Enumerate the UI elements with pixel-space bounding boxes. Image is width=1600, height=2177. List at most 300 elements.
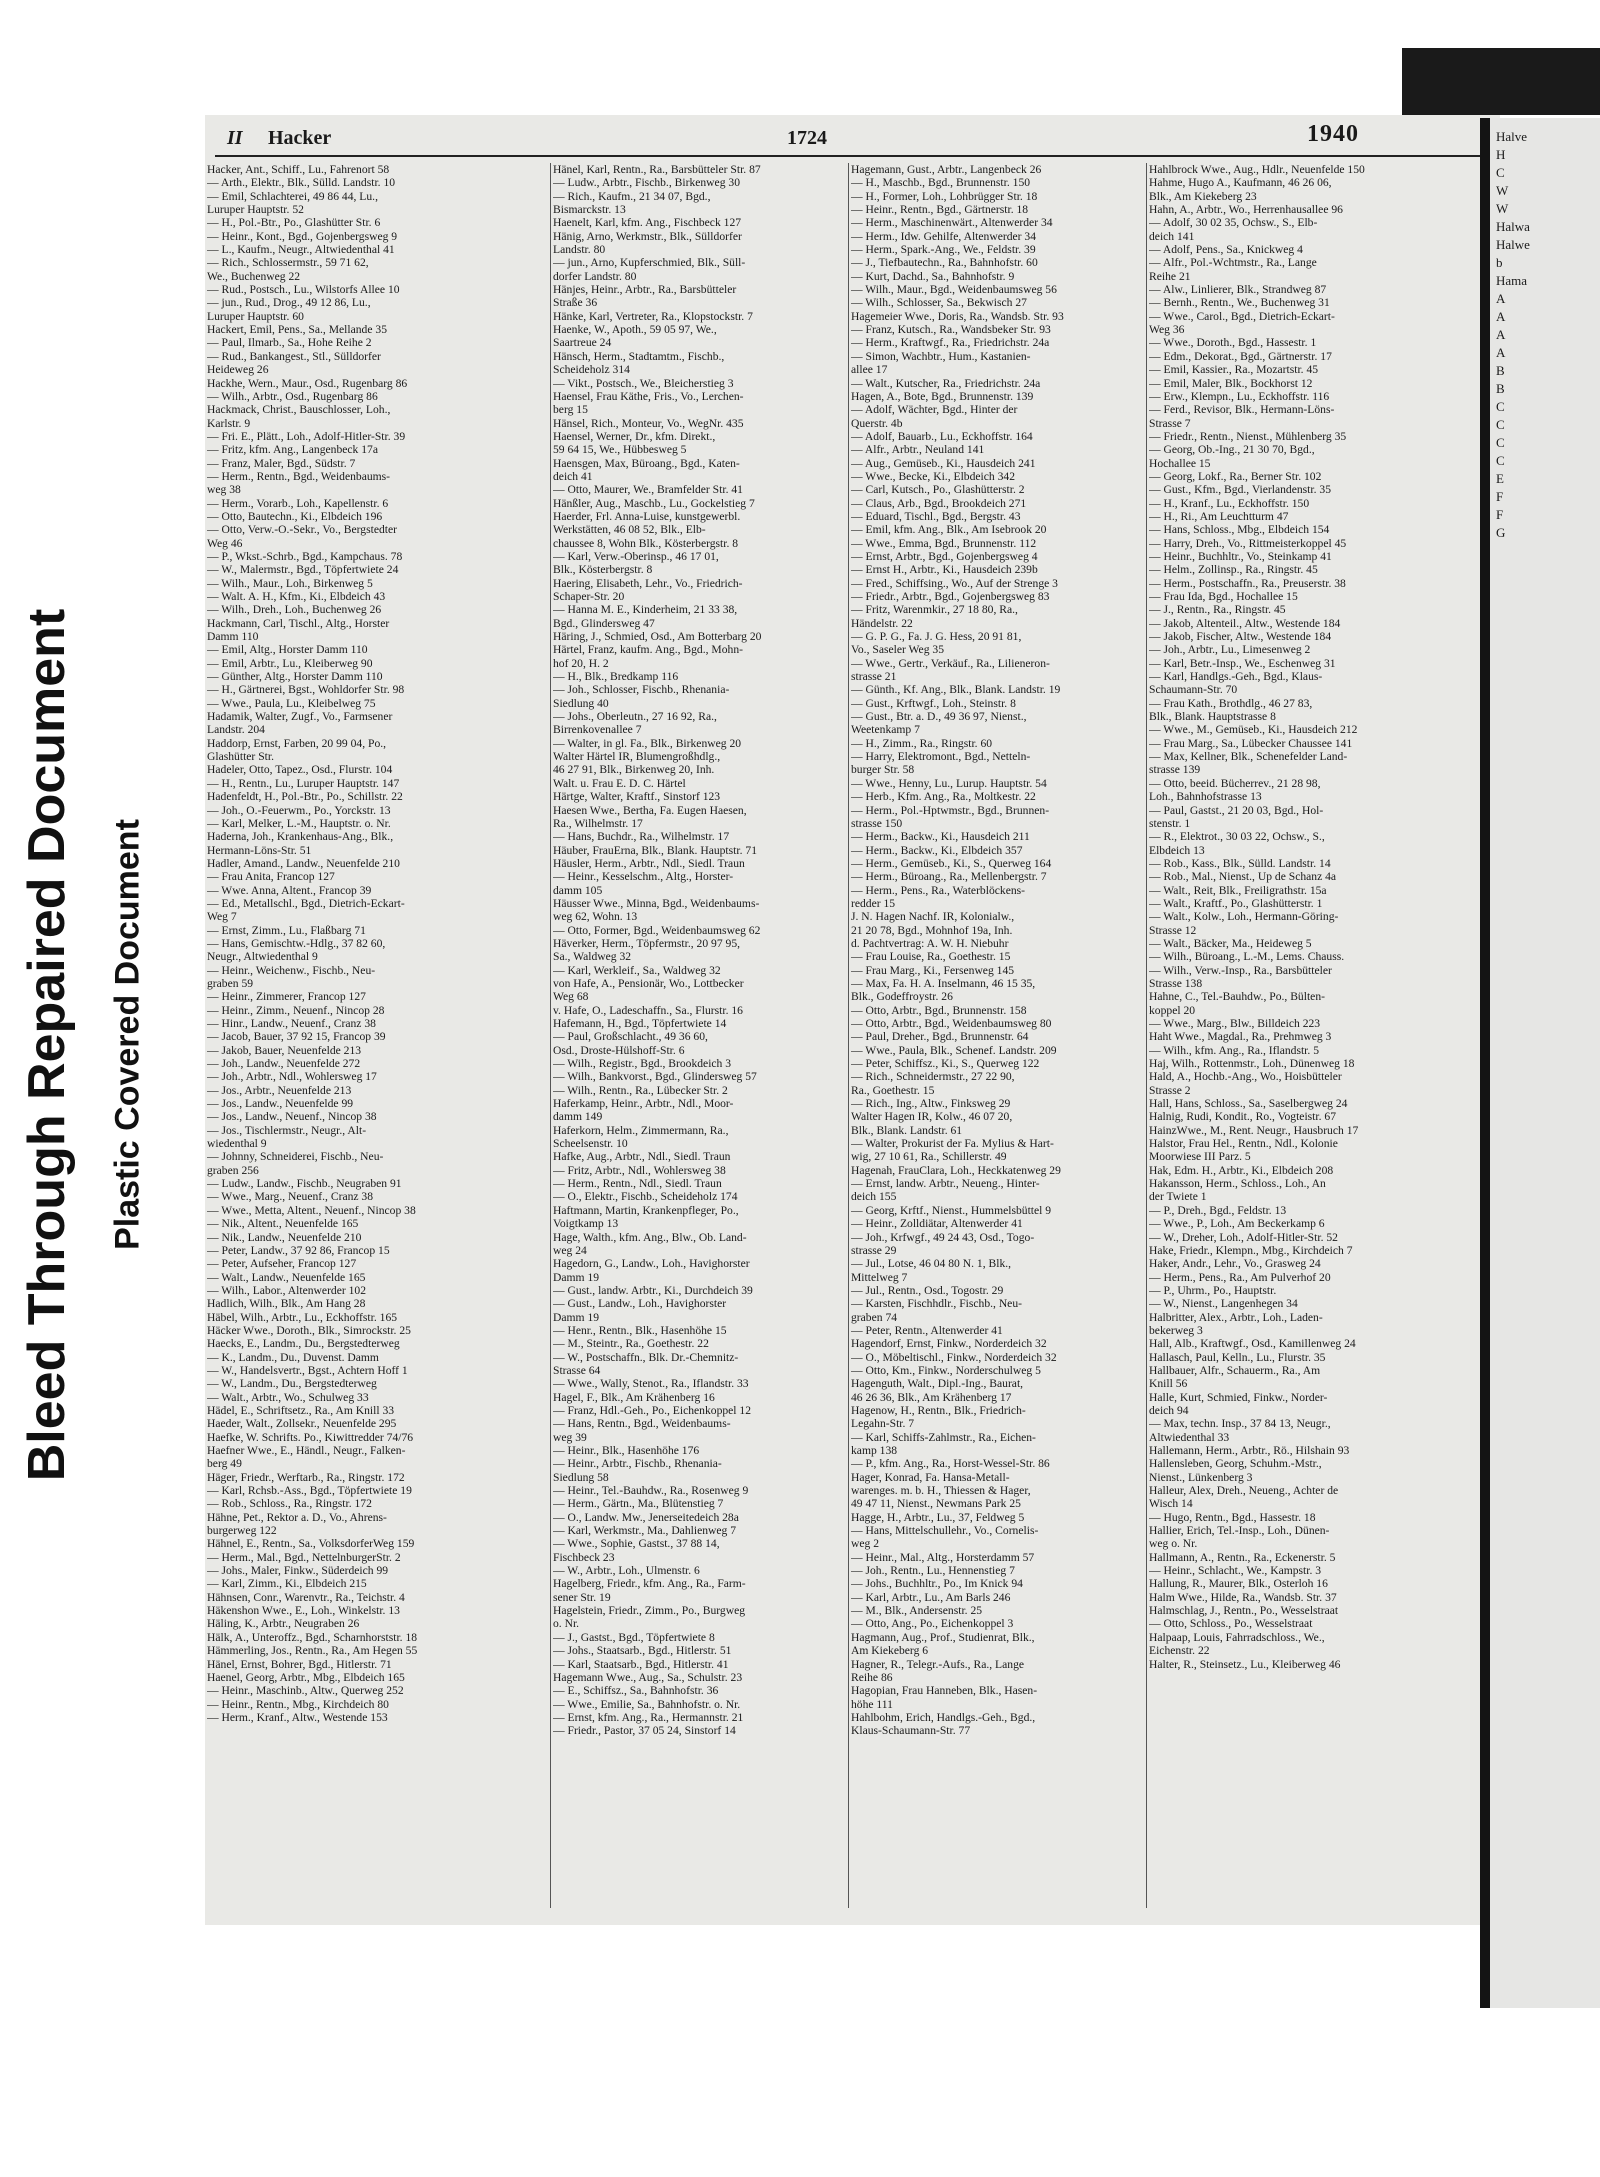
directory-entry-line: Hagendorf, Ernst, Finkw., Norderdeich 32 <box>851 1337 1047 1351</box>
directory-entry-line: Fischbeck 23 <box>553 1550 615 1564</box>
directory-entry-line: — Heinr., Zimm., Neuenf., Nincop 28 <box>207 1003 385 1017</box>
directory-entry-line: Blk., Am Kiekeberg 23 <box>1149 189 1257 203</box>
directory-entry-line: — H., Maschb., Bgd., Brunnenstr. 150 <box>851 176 1031 190</box>
directory-entry-line: — Rich., Kaufm., 21 34 07, Bgd., <box>553 189 711 203</box>
directory-entry-line: burger Str. 58 <box>851 763 915 777</box>
directory-entry-line: — Karl, Melker, L.-M., Hauptstr. o. Nr. <box>207 816 391 830</box>
directory-entry-line: — Herm., Kranf., Altw., Westende 153 <box>207 1710 388 1724</box>
directory-entry-line: Reihe 86 <box>851 1670 893 1684</box>
directory-entry-line: Häusser Wwe., Minna, Bgd., Weidenbaums- <box>553 896 760 910</box>
directory-entry-line: d. Pachtvertrag: A. W. H. Niebuhr <box>851 936 1009 950</box>
directory-entry-line: Elbdeich 13 <box>1149 843 1205 857</box>
column-divider <box>550 163 551 1908</box>
directory-page <box>205 115 1500 1925</box>
directory-entry-line: — Franz, Kutsch., Ra., Wandsbeker Str. 93 <box>851 323 1051 337</box>
directory-entry-line: — Günther, Altg., Horster Damm 110 <box>207 670 383 684</box>
directory-entry-line: — Herm., Backw., Ki., Elbdeich 357 <box>851 843 1023 857</box>
directory-entry-line: — Aug., Gemüseb., Ki., Hausdeich 241 <box>851 456 1036 470</box>
directory-entry-line: — Ludw., Arbtr., Fischb., Birkenweg 30 <box>553 176 740 190</box>
directory-entry-line: Haker, Andr., Lehr., Vo., Grasweg 24 <box>1149 1257 1321 1271</box>
directory-entry-line: deich 94 <box>1149 1403 1189 1417</box>
directory-entry-line: — Otto, Arbtr., Bgd., Brunnenstr. 158 <box>851 1003 1027 1017</box>
directory-entry-line: — Wwe., Marg., Neuenf., Cranz 38 <box>207 1190 374 1204</box>
directory-entry-line: Hallensleben, Georg, Schuhm.-Mstr., <box>1149 1457 1322 1471</box>
directory-entry-line: Haftmann, Martin, Krankenpfleger, Po., <box>553 1203 739 1217</box>
next-page-fragment: C <box>1496 453 1505 468</box>
directory-entry-line: — Karl, Staatsarb., Bgd., Hitlerstr. 41 <box>553 1657 729 1671</box>
directory-entry-line: — E., Schiffsz., Sa., Bahnhofstr. 36 <box>553 1684 719 1698</box>
directory-entry-line: Hadlich, Wilh., Blk., Am Hang 28 <box>207 1297 366 1311</box>
directory-entry-line: weg 39 <box>553 1430 587 1444</box>
next-page-fragment: E <box>1496 471 1504 486</box>
directory-entry-line: — jun., Arno, Kupferschmied, Blk., Süll- <box>553 256 746 270</box>
directory-entry-line: Hänel, Karl, Rentn., Ra., Barsbütteler Str. 87 <box>553 163 761 176</box>
directory-entry-line: — Herm., Maschinenwärt., Altenwerder 34 <box>851 216 1053 230</box>
directory-entry-line: — Alfr., Arbtr., Neuland 141 <box>851 443 985 457</box>
directory-entry-line: — Emil, Kassier., Ra., Mozartstr. 45 <box>1149 363 1319 377</box>
directory-entry-line: Loh., Bahnhofstrasse 13 <box>1149 790 1262 804</box>
directory-entry-line: Halpaap, Louis, Fahrradschloss., We., <box>1149 1630 1325 1644</box>
directory-entry-line: Hall, Hans, Schloss., Sa., Saselbergweg 24 <box>1149 1097 1348 1111</box>
directory-entry-line: — Wwe., Emilie, Sa., Bahnhofstr. o. Nr. <box>553 1697 741 1711</box>
directory-entry-line: hof 20, H. 2 <box>553 656 609 670</box>
directory-entry-line: Hagemann, Gust., Arbtr., Langenbeck 26 <box>851 163 1042 176</box>
directory-entry-line: — Otto, Ang., Po., Eichenkoppel 3 <box>851 1617 1014 1631</box>
directory-entry-line: — Herm., Spark.-Ang., We., Feldstr. 39 <box>851 243 1036 257</box>
column-4 <box>1149 163 1491 1908</box>
directory-entry-line: — K., Landm., Du., Duvenst. Damm <box>207 1350 379 1364</box>
directory-entry-line: Moorwiese III Parz. 5 <box>1149 1150 1251 1164</box>
next-page-fragment: H <box>1496 147 1506 162</box>
directory-entry-line: — Wwe., P., Loh., Am Beckerkamp 6 <box>1149 1217 1325 1231</box>
directory-entry-line: o. Nr. <box>553 1617 580 1631</box>
directory-entry-line: Luruper Hauptstr. 60 <box>207 309 304 323</box>
directory-entry-line: Hacker, Ant., Schiff., Lu., Fahrenort 58 <box>207 163 390 176</box>
directory-entry-line: Hackmann, Carl, Tischl., Altg., Horster <box>207 616 390 630</box>
top-black-tab <box>1402 48 1600 118</box>
directory-entry-line: — O., Möbeltischl., Finkw., Norderdeich 32 <box>851 1350 1057 1364</box>
directory-entry-line: Blk., Kösterbergstr. 8 <box>553 563 653 577</box>
directory-entry-line: Halmschlag, J., Rentn., Po., Wesselstraat <box>1149 1604 1339 1618</box>
directory-entry-line: — Hans, Mittelschullehr., Vo., Cornelis- <box>851 1524 1039 1538</box>
directory-entry-line: Hahne, C., Tel.-Bauhdw., Po., Bülten- <box>1149 990 1325 1004</box>
directory-entry-line: Hälk, A., Unteroffz., Bgd., Scharnhorststr. 18 <box>207 1630 418 1644</box>
directory-entry-line: — Hugo, Rentn., Bgd., Hassestr. 18 <box>1149 1510 1316 1524</box>
directory-entry-line: — Peter, Landw., 37 92 86, Francop 15 <box>207 1243 390 1257</box>
directory-entry-line: — Fritz, kfm. Ang., Langenbeck 17a <box>207 443 378 457</box>
directory-entry-line: Strasse 12 <box>1149 923 1197 937</box>
directory-entry-line: — H., Pol.-Btr., Po., Glashütter Str. 6 <box>207 216 381 230</box>
directory-entry-line: Hagopian, Frau Hanneben, Blk., Hasen- <box>851 1684 1038 1698</box>
directory-entry-line: — Herm., Kraftwgf., Ra., Friedrichstr. 24a <box>851 336 1050 350</box>
directory-entry-line: — Hans, Gemischtw.-Hdlg., 37 82 60, <box>207 936 386 950</box>
directory-entry-line: Hallbauer, Alfr., Schauerm., Ra., Am <box>1149 1363 1321 1377</box>
directory-entry-line: — Adolf, Pens., Sa., Knickweg 4 <box>1149 243 1303 257</box>
directory-entry-line: strasse 21 <box>851 670 897 684</box>
directory-entry-line: höhe 111 <box>851 1697 893 1711</box>
directory-entry-line: 59 64 15, We., Hübbesweg 5 <box>553 443 687 457</box>
directory-entry-line: — Peter, Schiffsz., Ki., S., Querweg 122 <box>851 1057 1040 1071</box>
directory-entry-line: — Karl, Werkleif., Sa., Waldweg 32 <box>553 963 721 977</box>
directory-entry-line: — Rud., Bankangest., Stl., Sülldorfer <box>207 349 381 363</box>
directory-entry-line: Hagenguth, Walt., Dipl.-Ing., Baurat, <box>851 1377 1024 1391</box>
directory-entry-line: — Otto, Former, Bgd., Weidenbaumsweg 62 <box>553 923 761 937</box>
directory-entry-line: Nienst., Lünkenberg 3 <box>1149 1470 1253 1484</box>
directory-entry-line: graben 256 <box>207 1163 259 1177</box>
directory-entry-line: — Jakob, Bauer, Neuenfelde 213 <box>207 1043 362 1057</box>
directory-entry-line: Eichenstr. 22 <box>1149 1644 1210 1658</box>
column-divider <box>848 163 849 1908</box>
directory-entry-line: — Paul, Dreher., Bgd., Brunnenstr. 64 <box>851 1030 1029 1044</box>
directory-entry-line: Hagelstein, Friedr., Zimm., Po., Burgweg <box>553 1604 746 1618</box>
directory-entry-line: Hochallee 15 <box>1149 456 1211 470</box>
directory-entry-line: Hahn, A., Arbtr., Wo., Herrenhausallee 96 <box>1149 203 1343 217</box>
directory-entry-line: deich 41 <box>553 469 593 483</box>
directory-entry-line: — W., Postschaffn., Blk. Dr.-Chemnitz- <box>553 1350 739 1364</box>
directory-entry-line: Weetenkamp 7 <box>851 723 920 737</box>
directory-entry-line: Hackmack, Christ., Bauschlosser, Loh., <box>207 403 391 417</box>
directory-entry-line: — Jos., Arbtr., Neuenfelde 213 <box>207 1083 352 1097</box>
column-2 <box>553 163 845 1908</box>
directory-entry-line: — Wilh., Rentn., Ra., Lübecker Str. 2 <box>553 1083 728 1097</box>
directory-entry-line: stenstr. 1 <box>1149 816 1191 830</box>
directory-entry-line: — Henr., Rentn., Blk., Hasenhöhe 15 <box>553 1323 727 1337</box>
directory-entry-line: Straße 36 <box>553 296 598 310</box>
directory-entry-line: Hafke, Aug., Arbtr., Ndl., Siedl. Traun <box>553 1150 731 1164</box>
directory-entry-line: — Jos., Landw., Neuenf., Nincop 38 <box>207 1110 377 1124</box>
directory-entry-line: — Friedr., Arbtr., Bgd., Gojenbergsweg 83 <box>851 590 1050 603</box>
directory-entry-line: — Gust., Btr. a. D., 49 36 97, Nienst., <box>851 710 1027 724</box>
directory-entry-line: Hallier, Erich, Tel.-Insp., Loh., Dünen- <box>1149 1524 1330 1538</box>
directory-entry-line: — Wwe., Emma, Bgd., Brunnenstr. 112 <box>851 536 1037 550</box>
directory-entry-line: Hagemann Wwe., Aug., Sa., Schulstr. 23 <box>553 1670 743 1684</box>
directory-entry-line: — Adolf, Wächter, Bgd., Hinter der <box>851 403 1018 417</box>
directory-entry-line: — Friedr., Pastor, 37 05 24, Sinstorf 14 <box>553 1724 736 1738</box>
directory-entry-line: Haenel, Georg, Arbtr., Mbg., Elbdeich 165 <box>207 1670 405 1684</box>
directory-entry-line: Häger, Friedr., Werftarb., Ra., Ringstr. 172 <box>207 1470 405 1484</box>
column-divider <box>1146 163 1147 1908</box>
directory-entry-line: Häring, J., Schmied, Osd., Am Botterbarg 20 <box>553 630 762 644</box>
directory-entry-line: — Edm., Dekorat., Bgd., Gärtnerstr. 17 <box>1149 349 1332 363</box>
directory-entry-line: — Max, techn. Insp., 37 84 13, Neugr., <box>1149 1417 1331 1431</box>
directory-entry-line: — Joh., Landw., Neuenfelde 272 <box>207 1057 361 1071</box>
directory-entry-line: Damm 110 <box>207 630 259 644</box>
directory-entry-line: — Wwe., Carol., Bgd., Dietrich-Eckart- <box>1149 309 1335 323</box>
directory-entry-line: — Franz, Hdl.-Geh., Po., Eichenkoppel 12 <box>553 1403 752 1417</box>
directory-entry-line: Ra., Wilhelmstr. 17 <box>553 816 643 830</box>
directory-entry-line: 21 20 78, Bgd., Mohnhof 19a, Inh. <box>851 923 1013 937</box>
directory-entry-line: — Wwe., Doroth., Bgd., Hassestr. 1 <box>1149 336 1317 350</box>
directory-entry-line: Häverker, Herm., Töpfermstr., 20 97 95, <box>553 936 741 950</box>
directory-entry-line: — Adolf, 30 02 35, Ochsw., S., Elb- <box>1149 216 1318 230</box>
directory-entry-line: — Wilh., Registr., Bgd., Brookdeich 3 <box>553 1057 732 1071</box>
directory-entry-line: — jun., Rud., Drog., 49 12 86, Lu., <box>207 296 371 310</box>
directory-entry-line: — Arth., Elektr., Blk., Sülld. Landstr. 10 <box>207 176 396 190</box>
directory-entry-line: Halm Wwe., Hilde, Ra., Wandsb. Str. 37 <box>1149 1590 1337 1604</box>
directory-entry-line: Bgd., Glindersweg 47 <box>553 616 655 630</box>
directory-entry-line: Walter Hagen IR, Kolw., 46 07 20, <box>851 1110 1013 1124</box>
directory-entry-line: — Wwe., Metta, Altent., Neuenf., Nincop 38 <box>207 1203 416 1217</box>
directory-entry-line: — G. P. G., Fa. J. G. Hess, 20 91 81, <box>851 630 1022 644</box>
directory-entry-line: — Hanna M. E., Kinderheim, 21 33 38, <box>553 603 738 617</box>
directory-entry-line: — H., Former, Loh., Lohbrügger Str. 18 <box>851 189 1038 203</box>
directory-entry-line: Damm 19 <box>553 1310 600 1324</box>
directory-entry-line: — Ed., Metallschl., Bgd., Dietrich-Eckart- <box>207 896 405 910</box>
directory-entry-line: Hagemeier Wwe., Doris, Ra., Wandsb. Str. 93 <box>851 309 1064 323</box>
side-label-plastic: Plastic Covered Document <box>108 819 147 1250</box>
directory-entry-line: berg 49 <box>207 1457 242 1471</box>
directory-entry-line: Häbel, Wilh., Arbtr., Lu., Eckhoffstr. 165 <box>207 1310 398 1324</box>
next-page-fragment: B <box>1496 381 1505 396</box>
directory-entry-line: — Heinr., Kesselschm., Altg., Horster- <box>553 870 734 884</box>
directory-entry-line: Scheelsenstr. 10 <box>553 1137 628 1151</box>
directory-entry-line: — Fred., Schiffsing., Wo., Auf der Strenge 3 <box>851 576 1058 590</box>
directory-entry-line: — Joh., Arbtr., Lu., Limesenweg 2 <box>1149 643 1311 657</box>
directory-entry-line: — Herm., Pens., Ra., Waterblöckens- <box>851 883 1026 897</box>
directory-entry-line: Birrenkovenallee 7 <box>553 723 642 737</box>
directory-entry-line: — Eduard, Tischl., Bgd., Bergstr. 43 <box>851 509 1021 523</box>
next-page-fragment: Halwe <box>1496 237 1530 252</box>
directory-entry-line: Am Kiekeberg 6 <box>851 1644 929 1658</box>
directory-entry-line: der Twiete 1 <box>1149 1190 1207 1204</box>
directory-entry-line: Bismarckstr. 13 <box>553 203 626 217</box>
directory-entry-line: — Emil, kfm. Ang., Blk., Am Isebrook 20 <box>851 523 1047 537</box>
next-page-fragment: F <box>1496 489 1504 504</box>
directory-entry-line: Hämmerling, Jos., Rentn., Ra., Am Hegen 55 <box>207 1644 418 1658</box>
directory-entry-line: — Fritz, Arbtr., Ndl., Wohlersweg 38 <box>553 1163 726 1177</box>
directory-entry-line: Siedlung 40 <box>553 696 609 710</box>
directory-entry-line: Hald, A., Hochb.-Ang., Wo., Hoisbütteler <box>1149 1070 1342 1084</box>
directory-entry-line: — O., Landw. Mw., Jenerseitedeich 28a <box>553 1510 739 1524</box>
directory-entry-line: burgerweg 122 <box>207 1524 277 1538</box>
next-page-fragment: C <box>1496 165 1505 180</box>
directory-entry-line: Hänjes, Heinr., Arbtr., Ra., Barsbütteler <box>553 283 737 297</box>
directory-entry-line: Hänke, Karl, Vertreter, Ra., Klopstockstr. 7 <box>553 309 753 323</box>
directory-entry-line: Hall, Alb., Kraftwgf., Osd., Kamillenweg 24 <box>1149 1337 1356 1351</box>
directory-entry-line: — Heinr., Zimmerer, Francop 127 <box>207 990 366 1004</box>
directory-entry-line: — Wwe., Henny, Lu., Lurup. Hauptstr. 54 <box>851 776 1047 790</box>
directory-entry-line: — Günth., Kf. Ang., Blk., Blank. Landstr. 19 <box>851 683 1061 697</box>
directory-entry-line: Haecks, E., Landm., Du., Bergstedterweg <box>207 1337 400 1351</box>
directory-entry-line: Häling, K., Arbtr., Neugraben 26 <box>207 1617 360 1631</box>
directory-entry-line: Hähnsen, Conr., Warenvtr., Ra., Teichstr. 4 <box>207 1590 405 1604</box>
directory-entry-line: — Ernst, kfm. Ang., Ra., Hermannstr. 21 <box>553 1710 744 1724</box>
directory-entry-line: Häcker Wwe., Doroth., Blk., Simrockstr. 25 <box>207 1323 411 1337</box>
directory-entry-line: — Wwe., Wally, Stenot., Ra., Iflandstr. 33 <box>553 1377 749 1391</box>
directory-entry-line: — Wwe., Gertr., Verkäuf., Ra., Lilieneron- <box>851 656 1050 670</box>
directory-entry-line: Haferkorn, Helm., Zimmermann, Ra., <box>553 1123 729 1137</box>
directory-entry-line: Walter Härtel IR, Blumengroßhdlg., <box>553 750 721 764</box>
next-page-fragment: b <box>1496 255 1503 270</box>
directory-entry-line: — Herm., Büroang., Ra., Mellenbergstr. 7 <box>851 870 1047 884</box>
directory-entry-line: Hagedorn, G., Landw., Loh., Havighorster <box>553 1257 750 1271</box>
directory-entry-line: — Nik., Altent., Neuenfelde 165 <box>207 1217 359 1231</box>
directory-entry-line: Wisch 14 <box>1149 1497 1193 1511</box>
directory-entry-line: — Paul, Gastst., 21 20 03, Bgd., Hol- <box>1149 803 1324 817</box>
directory-entry-line: — Hinr., Landw., Neuenf., Cranz 38 <box>207 1017 376 1030</box>
directory-entry-line: — Heinr., Rentn., Mbg., Kirchdeich 80 <box>207 1697 389 1711</box>
directory-entry-line: — Ernst, Arbtr., Bgd., Gojenbergsweg 4 <box>851 549 1038 563</box>
directory-entry-line: — Ludw., Landw., Fischb., Neugraben 91 <box>207 1177 402 1191</box>
directory-entry-line: Hadenfeldt, H., Pol.-Btr., Po., Schillstr. 22 <box>207 790 403 804</box>
directory-entry-line: weg 38 <box>207 483 241 497</box>
directory-entry-line: — Joh., Arbtr., Ndl., Wohlersweg 17 <box>207 1070 377 1084</box>
directory-entry-line: — Adolf, Bauarb., Lu., Eckhoffstr. 164 <box>851 429 1033 443</box>
directory-entry-line: — Rob., Mal., Nienst., Up de Schanz 4a <box>1149 870 1337 884</box>
next-page-fragment: A <box>1496 345 1506 360</box>
directory-entry-line: — W., Dreher, Loh., Adolf-Hitler-Str. 52 <box>1149 1230 1338 1244</box>
directory-entry-line: Hänig, Arno, Werkmstr., Blk., Sülldorfer <box>553 229 742 243</box>
directory-entry-line: Damm 19 <box>553 1270 600 1284</box>
directory-entry-line: Hänsch, Herm., Stadtamtm., Fischb., <box>553 349 725 363</box>
directory-entry-line: — Emil, Altg., Horster Damm 110 <box>207 643 368 657</box>
page-number: 1724 <box>787 127 827 149</box>
directory-entry-line: Halle, Kurt, Schmied, Finkw., Norder- <box>1149 1390 1328 1404</box>
directory-entry-line: Werkstätten, 46 08 52, Blk., Elb- <box>553 523 706 537</box>
directory-entry-line: Landstr. 204 <box>207 723 265 737</box>
directory-entry-line: — Frau Anita, Francop 127 <box>207 870 335 884</box>
directory-entry-line: We., Buchenweg 22 <box>207 269 301 283</box>
directory-entry-line: Hagel, F., Blk., Am Krähenberg 16 <box>553 1390 715 1404</box>
directory-entry-line: weg 24 <box>553 1243 587 1257</box>
directory-entry-line: Haht Wwe., Magdal., Ra., Prehmweg 3 <box>1149 1030 1332 1044</box>
directory-entry-line: Häkenshon Wwe., E., Loh., Winkelstr. 13 <box>207 1604 400 1618</box>
directory-entry-line: Hafemann, H., Bgd., Töpfertwiete 14 <box>553 1017 727 1030</box>
directory-entry-line: Hadler, Amand., Landw., Neuenfelde 210 <box>207 856 400 870</box>
directory-entry-line: — J., Rentn., Ra., Ringstr. 45 <box>1149 603 1286 617</box>
directory-entry-line: — Herm., Gärtn., Ma., Blütenstieg 7 <box>553 1497 724 1511</box>
directory-entry-line: — W., Nienst., Langenhegen 34 <box>1149 1297 1298 1311</box>
directory-entry-line: — Herm., Postschaffn., Ra., Preuserstr. 38 <box>1149 576 1346 590</box>
directory-entry-line: Hagner, R., Telegr.-Aufs., Ra., Lange <box>851 1657 1025 1671</box>
next-page-fragment: C <box>1496 435 1505 450</box>
directory-entry-line: — H., Blk., Bredkamp 116 <box>553 670 679 684</box>
directory-entry-line: 46 27 91, Blk., Birkenweg 20, Inh. <box>553 763 715 777</box>
directory-entry-line: Klaus-Schaumann-Str. 77 <box>851 1724 971 1738</box>
directory-entry-line: — Herm., Rentn., Ndl., Siedl. Traun <box>553 1177 722 1191</box>
directory-entry-line: — Vikt., Postsch., We., Bleicherstieg 3 <box>553 376 734 390</box>
directory-entry-line: 46 26 36, Blk., Am Krähenberg 17 <box>851 1390 1012 1404</box>
directory-entry-line: — Frau Marg., Sa., Lübecker Chaussee 141 <box>1149 736 1353 750</box>
directory-entry-line: — Hans, Buchdr., Ra., Wilhelmstr. 17 <box>553 830 730 844</box>
directory-entry-line: — Frau Ida, Bgd., Hochallee 15 <box>1149 590 1298 603</box>
directory-entry-line: — Gust., landw. Arbtr., Ki., Durchdeich 39 <box>553 1283 753 1297</box>
directory-entry-line: Querstr. 4b <box>851 416 903 430</box>
directory-entry-line: — Hans, Rentn., Bgd., Weidenbaums- <box>553 1417 731 1431</box>
directory-entry-line: Hake, Friedr., Klempn., Mbg., Kirchdeich 7 <box>1149 1243 1353 1257</box>
directory-entry-line: Hallasch, Paul, Kelln., Lu., Flurstr. 35 <box>1149 1350 1326 1364</box>
directory-entry-line: — Jul., Rentn., Osd., Togostr. 29 <box>851 1283 1004 1297</box>
directory-entry-line: Hager, Konrad, Fa. Hansa-Metall- <box>851 1470 1010 1484</box>
directory-entry-line: Härtge, Walter, Kraftf., Sinstorf 123 <box>553 790 721 804</box>
directory-entry-line: Scheideholz 314 <box>553 363 630 377</box>
directory-entry-line: — Heinr., Mal., Altg., Horsterdamm 57 <box>851 1550 1035 1564</box>
directory-entry-line: Hänsel, Rich., Monteur, Vo., WegNr. 435 <box>553 416 744 430</box>
directory-entry-line: — Wilh., Maur., Loh., Birkenweg 5 <box>207 576 373 590</box>
directory-entry-line: Halleur, Alex, Dreh., Neueng., Achter de <box>1149 1484 1339 1498</box>
directory-entry-line: Siedlung 58 <box>553 1470 609 1484</box>
directory-entry-line: — Walt., Bäcker, Ma., Heideweg 5 <box>1149 936 1312 950</box>
directory-entry-line: — Wilh., Büroang., L.-M., Lems. Chauss. <box>1149 950 1345 964</box>
directory-entry-line: Blk., Blank. Landstr. 61 <box>851 1123 963 1137</box>
directory-entry-line: — Heinr., Buchhltr., Vo., Steinkamp 41 <box>1149 549 1332 563</box>
directory-entry-line: damm 149 <box>553 1110 603 1124</box>
directory-entry-line: Weg 68 <box>553 990 589 1004</box>
directory-entry-line: Haj, Wilh., Rottenmstr., Loh., Dünenweg 18 <box>1149 1057 1355 1071</box>
directory-entry-line: — Rob., Kass., Blk., Sülld. Landstr. 14 <box>1149 856 1331 870</box>
directory-entry-line: — Wwe., Sophie, Gastst., 37 88 14, <box>553 1537 720 1551</box>
directory-entry-line: Hagelberg, Friedr., kfm. Ang., Ra., Farm- <box>553 1577 746 1591</box>
column-3 <box>851 163 1143 1908</box>
directory-entry-line: — Paul, Großschlacht., 49 36 60, <box>553 1030 708 1044</box>
directory-entry-line: — Georg, Krftf., Nienst., Hummelsbüttel 9 <box>851 1203 1052 1217</box>
directory-entry-line: Vo., Saseler Weg 35 <box>851 643 944 657</box>
directory-entry-line: — R., Elektrot., 30 03 22, Ochsw., S., <box>1149 830 1325 844</box>
next-page-fragment: A <box>1496 309 1506 324</box>
directory-entry-line: Strasse 2 <box>1149 1083 1191 1097</box>
next-page-fragment: G <box>1496 525 1506 540</box>
directory-entry-line: — Karl, Zimm., Ki., Elbdeich 215 <box>207 1577 367 1591</box>
directory-entry-line: — Wilh., Schlosser, Sa., Bekwisch 27 <box>851 296 1027 310</box>
directory-entry-line: — Rud., Postsch., Lu., Wilstorfs Allee 10 <box>207 283 400 297</box>
directory-entry-line: — Johs., Maler, Finkw., Süderdeich 99 <box>207 1564 389 1578</box>
directory-entry-line: — Ernst H., Arbtr., Ki., Hausdeich 239b <box>851 563 1038 577</box>
directory-entry-line: — Walt., Arbtr., Wo., Schulweg 33 <box>207 1390 369 1404</box>
directory-entry-line: Schaper-Str. 20 <box>553 590 625 603</box>
directory-entry-line: — Wilh., Bankvorst., Bgd., Glindersweg 57 <box>553 1070 757 1084</box>
directory-entry-line: Haddorp, Ernst, Farben, 20 99 04, Po., <box>207 736 387 750</box>
next-page-fragment: A <box>1496 327 1506 342</box>
directory-entry-line: — Herm., Rentn., Bgd., Weidenbaums- <box>207 469 391 483</box>
directory-entry-line: — Franz, Maler, Bgd., Südstr. 7 <box>207 456 356 470</box>
directory-entry-line: — Georg, Ob.-Ing., 21 30 70, Bgd., <box>1149 443 1315 457</box>
directory-entry-line: Blk., Godeffroystr. 26 <box>851 990 953 1004</box>
directory-entry-line: — Nik., Landw., Neuenfelde 210 <box>207 1230 362 1244</box>
directory-entry-line: — Heinr., Weichenw., Fischb., Neu- <box>207 963 376 977</box>
next-page-fragment: A <box>1496 291 1506 306</box>
directory-entry-line: — Herm., Pens., Ra., Am Pulverhof 20 <box>1149 1270 1331 1284</box>
next-page-fragment: Halve <box>1496 129 1528 144</box>
directory-entry-line: — Ferd., Revisor, Blk., Hermann-Löns- <box>1149 403 1335 417</box>
directory-entry-line: Mittelweg 7 <box>851 1270 908 1284</box>
directory-entry-line: — Fritz, Warenmkir., 27 18 80, Ra., <box>851 603 1018 617</box>
directory-entry-line: Halnig, Rudi, Kondit., Ro., Vogteistr. 67 <box>1149 1110 1337 1124</box>
directory-entry-line: Hahlbrock Wwe., Aug., Hdlr., Neuenfelde 150 <box>1149 163 1365 176</box>
directory-entry-line: — Otto, Bautechn., Ki., Elbdeich 196 <box>207 509 383 523</box>
directory-entry-line: — Karl, Arbtr., Lu., Am Barls 246 <box>851 1590 1011 1604</box>
directory-entry-line: weg 62, Wohn. 13 <box>553 910 638 924</box>
directory-entry-line: Haefke, W. Schrifts. Po., Kiwittredder 74/76 <box>207 1430 414 1444</box>
directory-entry-line: — Wilh., Labor., Altenwerder 102 <box>207 1283 367 1297</box>
directory-entry-line: Haderna, Joh., Krankenhaus-Ang., Blk., <box>207 830 394 844</box>
directory-entry-line: — Otto, Schloss., Po., Wesselstraat <box>1149 1617 1313 1631</box>
directory-entry-line: Haerder, Frl. Anna-Luise, kunstgewerbl. <box>553 509 741 523</box>
directory-entry-line: — Ernst, Zimm., Lu., Flaßbarg 71 <box>207 923 366 937</box>
directory-entry-line: Häusler, Herm., Arbtr., Ndl., Siedl. Traun <box>553 856 745 870</box>
next-page-fragment: W <box>1496 183 1509 198</box>
header-rule <box>215 155 1495 157</box>
directory-entry-line: strasse 29 <box>851 1243 897 1257</box>
directory-entry-line: Strasse 138 <box>1149 976 1203 990</box>
directory-entry-line: Neugr., Altwiedenthal 9 <box>207 950 318 964</box>
directory-entry-line: — L., Kaufm., Neugr., Altwiedenthal 41 <box>207 243 395 257</box>
directory-entry-line: — Wwe., M., Gemüseb., Ki., Hausdeich 212 <box>1149 723 1358 737</box>
directory-entry-line: Haesen Wwe., Bertha, Fa. Eugen Haesen, <box>553 803 747 817</box>
directory-entry-line: Hallmann, A., Rentn., Ra., Eckenerstr. 5 <box>1149 1550 1336 1564</box>
directory-entry-line: Blk., Blank. Hauptstrasse 8 <box>1149 710 1276 724</box>
directory-entry-line: — Otto, beeid. Bücherrev., 21 28 98, <box>1149 776 1321 790</box>
directory-entry-line: Hänßler, Aug., Maschb., Lu., Gockelstieg 7 <box>553 496 755 510</box>
